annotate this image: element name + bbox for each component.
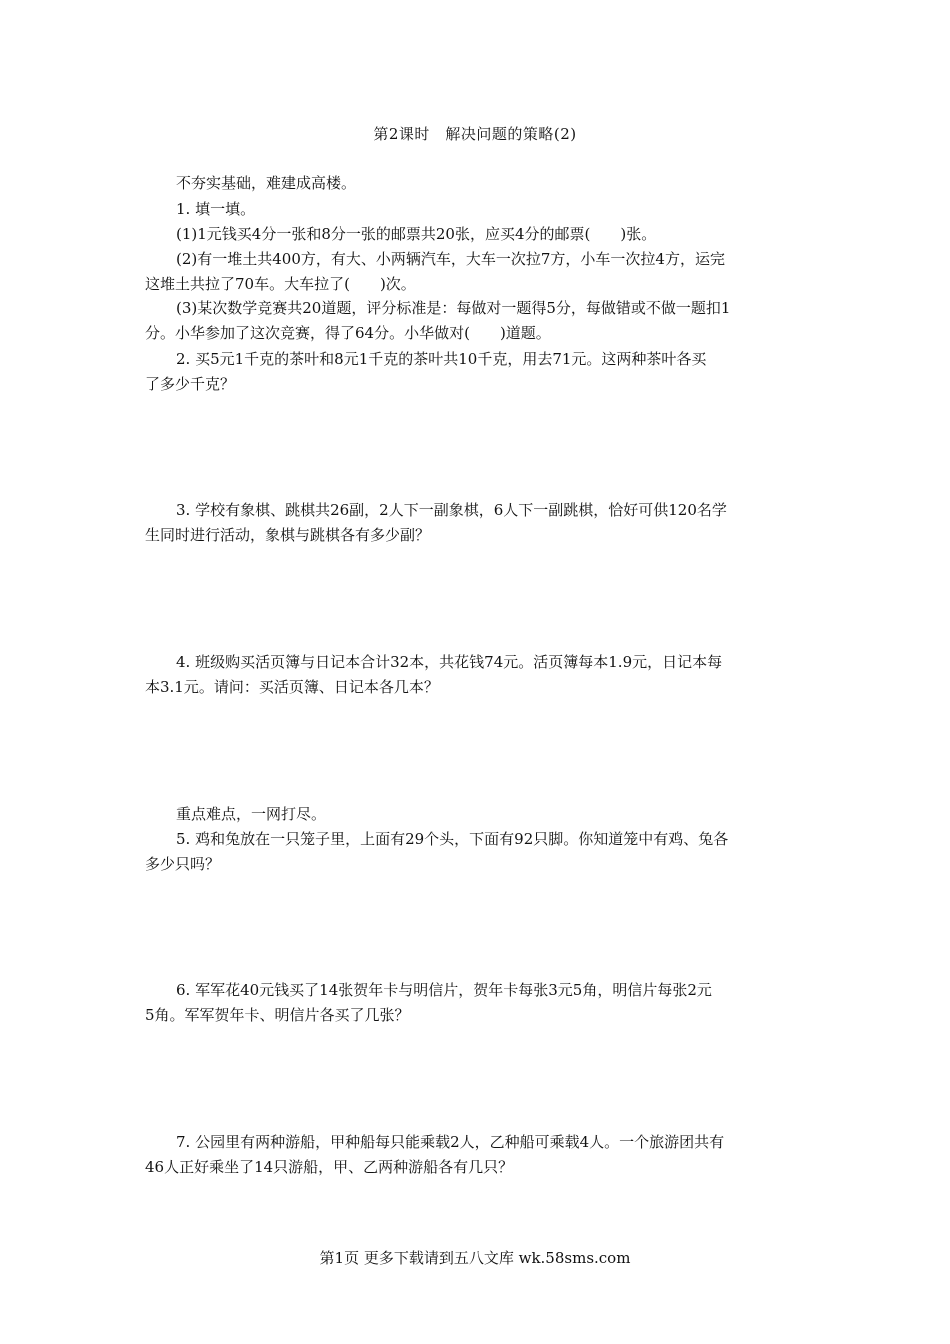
section-heading-key-points: 重点难点，一网打尽。 (176, 805, 327, 823)
question-3-line-2: 生同时进行活动，象棋与跳棋各有多少副？ (145, 526, 431, 544)
question-1-part-1: (1)1元钱买4分一张和8分一张的邮票共20张，应买4分的邮票( )张。 (176, 225, 657, 243)
question-6-line-1: 6. 军军花40元钱买了14张贺年卡与明信片，贺年卡每张3元5角，明信片每张2元 (176, 981, 712, 999)
question-4-line-2: 本3.1元。请问：买活页簿、日记本各几本？ (145, 678, 439, 696)
page-title: 第2课时 解决问题的策略(2) (373, 125, 577, 143)
question-1-part-2-line-1: (2)有一堆土共400方，有大、小两辆汽车，大车一次拉7方，小车一次拉4方，运完 (176, 250, 725, 268)
question-3-line-1: 3. 学校有象棋、跳棋共26副，2人下一副象棋，6人下一副跳棋，恰好可供120名学 (176, 501, 727, 519)
page-footer: 第1页 更多下载请到五八文库 wk.58sms.com (319, 1249, 631, 1267)
question-6-line-2: 5角。军军贺年卡、明信片各买了几张？ (145, 1006, 410, 1024)
question-7-line-1: 7. 公园里有两种游船，甲种船每只能乘载2人，乙种船可乘载4人。一个旅游团共有 (176, 1133, 725, 1151)
question-1-heading: 1. 填一填。 (176, 200, 256, 218)
question-2-line-1: 2. 买5元1千克的茶叶和8元1千克的茶叶共10千克，用去71元。这两种茶叶各买 (176, 350, 707, 368)
question-5-line-1: 5. 鸡和兔放在一只笼子里，上面有29个头，下面有92只脚。你知道笼中有鸡、兔各 (176, 830, 729, 848)
question-2-line-2: 了多少千克？ (145, 375, 236, 393)
question-7-line-2: 46人正好乘坐了14只游船，甲、乙两种游船各有几只？ (145, 1158, 514, 1176)
section-heading-basics: 不夯实基础，难建成高楼。 (176, 174, 357, 192)
question-4-line-1: 4. 班级购买活页簿与日记本合计32本，共花钱74元。活页簿每本1.9元，日记本每 (176, 653, 723, 671)
question-1-part-2-line-2: 这堆土共拉了70车。大车拉了( )次。 (145, 275, 416, 293)
question-1-part-3-line-1: (3)某次数学竞赛共20道题，评分标准是：每做对一题得5分，每做错或不做一题扣1 (176, 299, 731, 317)
question-5-line-2: 多少只吗？ (145, 855, 221, 873)
question-1-part-3-line-2: 分。小华参加了这次竞赛，得了64分。小华做对( )道题。 (145, 324, 551, 342)
